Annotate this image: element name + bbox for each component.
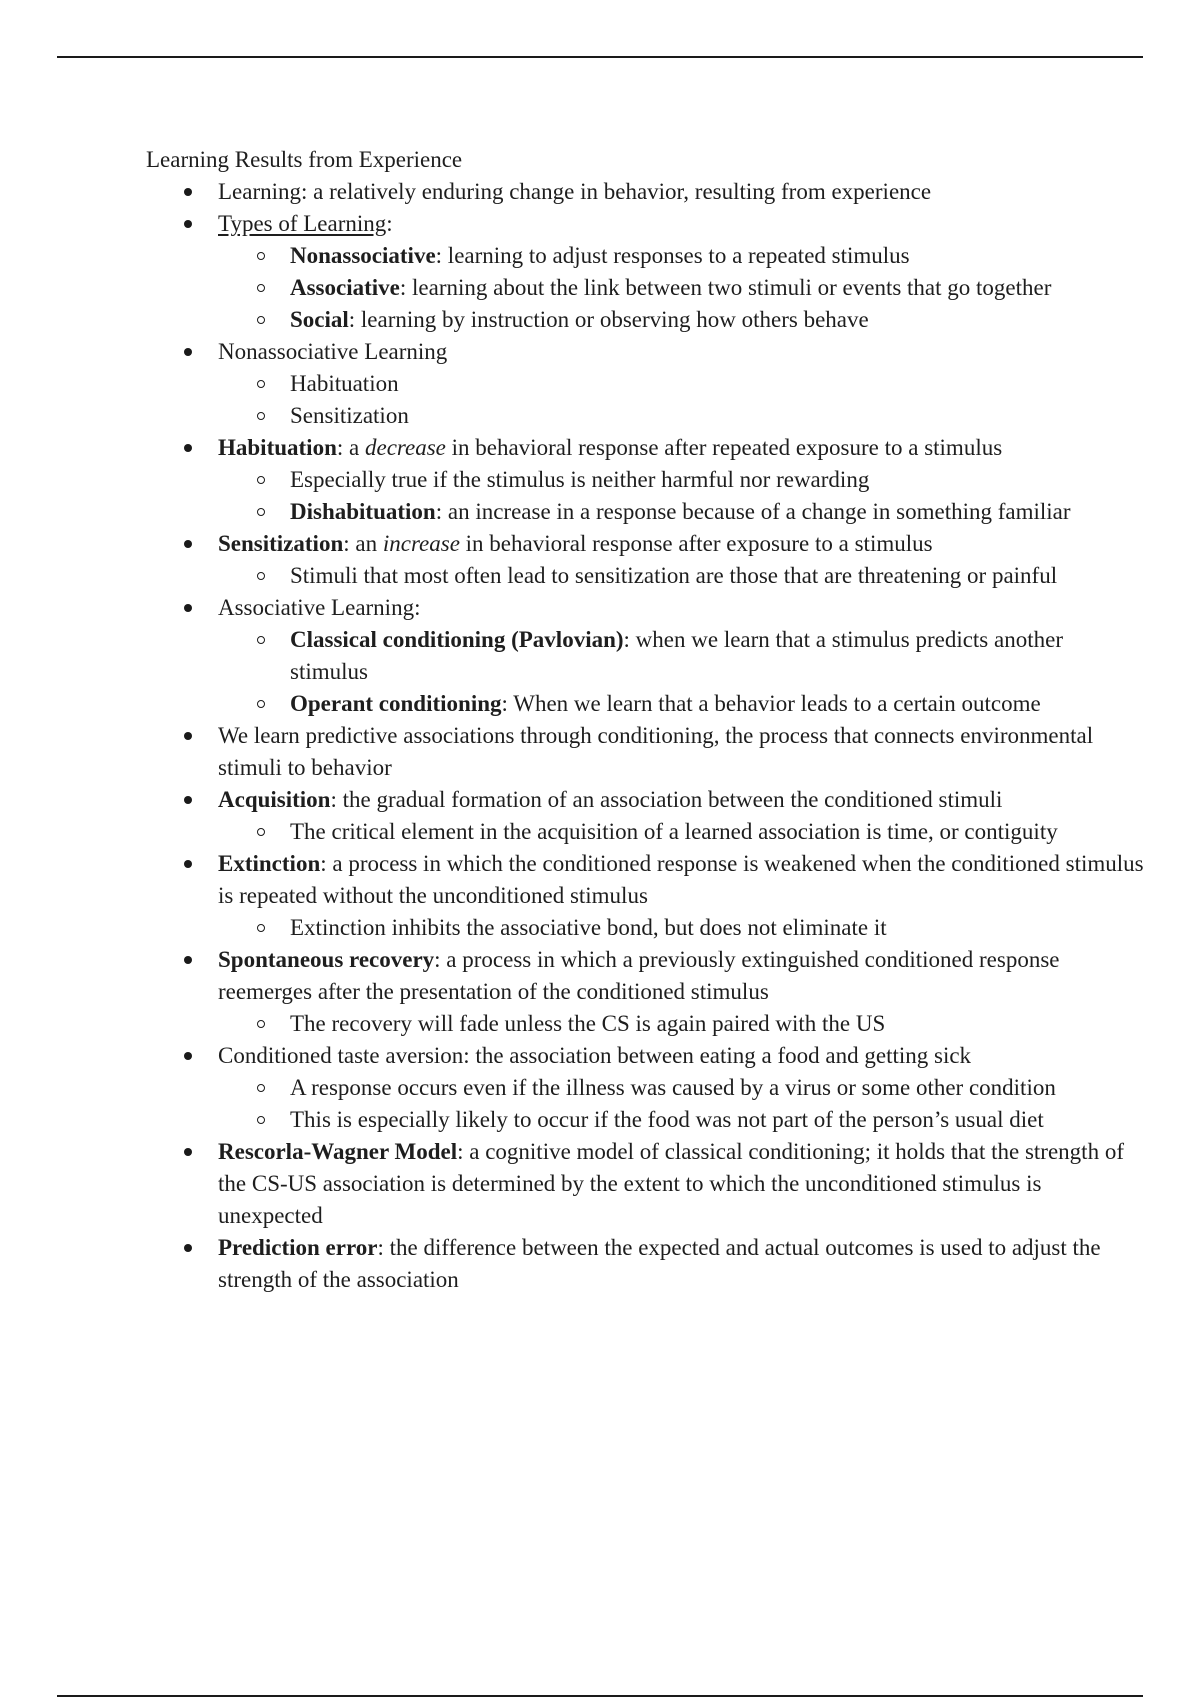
- list-item: Learning: a relatively enduring change in behavior, resulting from experience: [146, 176, 1146, 208]
- sub-list-item: Extinction inhibits the associative bond, but does not eliminate it: [218, 912, 1146, 944]
- outline-list: [146, 176, 1146, 1296]
- sub-list-item: A response occurs even if the illness was caused by a virus or some other condition: [218, 1072, 1146, 1104]
- sub-list-item: Nonassociative: learning to adjust responses to a repeated stimulus: [218, 240, 1146, 272]
- list-item: Habituation: a decrease in behavioral response after repeated exposure to a stimulus Especially true if the stimulus is neither harmful nor rewarding Dishabituation: an increase in a response because of a change in something familiar: [146, 432, 1146, 528]
- sub-list-item: Dishabituation: an increase in a response because of a change in something familiar: [218, 496, 1146, 528]
- list-item: Extinction: a process in which the conditioned response is weakened when the conditioned stimulus is repeated without the unconditioned stimulus Extinction inhibits the associative bond, but does not eliminate it: [146, 848, 1146, 944]
- sub-list-item: The recovery will fade unless the CS is again paired with the US: [218, 1008, 1146, 1040]
- sub-list-item: Classical conditioning (Pavlovian): when we learn that a stimulus predicts another stimulus: [218, 624, 1146, 688]
- list-item: Types of Learning: Nonassociative: learning to adjust responses to a repeated stimulus Associative: learning about the link between two stimuli or events that go together Social: learning by instruction or observing how others behave: [146, 208, 1146, 336]
- sub-list-item: Sensitization: [218, 400, 1146, 432]
- document-title: Learning Results from Experience: [146, 147, 463, 172]
- list-item: Acquisition: the gradual formation of an association between the conditioned stimuli The critical element in the acquisition of a learned association is time, or contiguity: [146, 784, 1146, 848]
- document-body: [146, 144, 1146, 1296]
- list-item: Nonassociative Learning Habituation Sensitization: [146, 336, 1146, 432]
- sub-list-item: Operant conditioning: When we learn that a behavior leads to a certain outcome: [218, 688, 1146, 720]
- footer-rule: [57, 1695, 1143, 1697]
- list-item: Conditioned taste aversion: the association between eating a food and getting sick A response occurs even if the illness was caused by a virus or some other condition This is especially likely to occur if the food was not part of the person’s usual diet: [146, 1040, 1146, 1136]
- sub-list-item: Social: learning by instruction or observing how others behave: [218, 304, 1146, 336]
- list-item: Spontaneous recovery: a process in which a previously extinguished conditioned response reemerges after the presentation of the conditioned stimulus The recovery will fade unless the CS is again paired with the US: [146, 944, 1146, 1040]
- list-item: Sensitization: an increase in behavioral response after exposure to a stimulus Stimuli that most often lead to sensitization are those that are threatening or painful: [146, 528, 1146, 592]
- sub-list-item: This is especially likely to occur if the food was not part of the person’s usual diet: [218, 1104, 1146, 1136]
- sub-list-item: Especially true if the stimulus is neither harmful nor rewarding: [218, 464, 1146, 496]
- sub-list-item: The critical element in the acquisition of a learned association is time, or contiguity: [218, 816, 1146, 848]
- header-rule: [57, 56, 1143, 58]
- list-item: We learn predictive associations through conditioning, the process that connects environmental stimuli to behavior: [146, 720, 1146, 784]
- list-item: Prediction error: the difference between the expected and actual outcomes is used to adjust the strength of the association: [146, 1232, 1146, 1296]
- sub-list-item: Habituation: [218, 368, 1146, 400]
- sub-list-item: Associative: learning about the link between two stimuli or events that go together: [218, 272, 1146, 304]
- list-item: Rescorla-Wagner Model: a cognitive model of classical conditioning; it holds that the strength of the CS-US association is determined by the extent to which the unconditioned stimulus is unexpected: [146, 1136, 1146, 1232]
- sub-list-item: Stimuli that most often lead to sensitization are those that are threatening or painful: [218, 560, 1146, 592]
- list-item: Associative Learning: Classical conditioning (Pavlovian): when we learn that a stimulus predicts another stimulus Operant conditioning: When we learn that a behavior leads to a certain outcome: [146, 592, 1146, 720]
